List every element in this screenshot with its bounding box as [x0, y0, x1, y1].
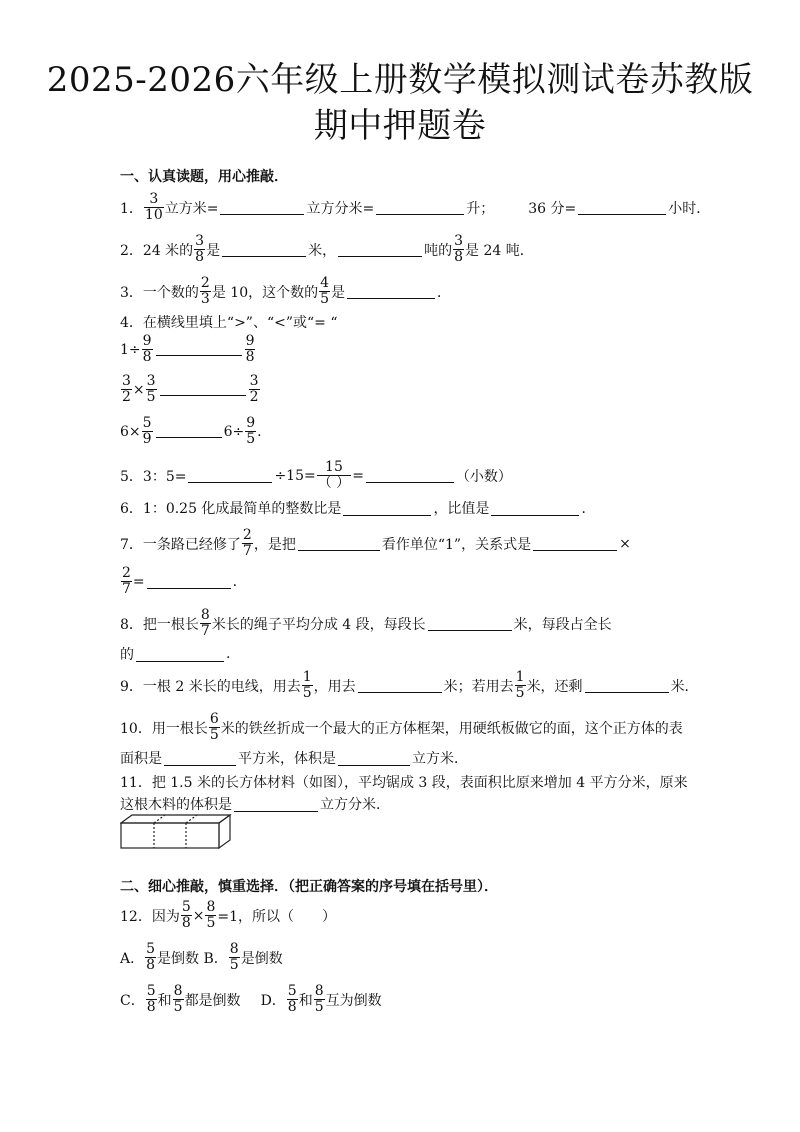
- q8-blank-1[interactable]: [428, 616, 512, 631]
- section-1-heading: 一、认真读题，用心推敲．: [120, 169, 288, 185]
- q10-text: 立方米．: [412, 751, 468, 767]
- q2-text: 米，: [308, 242, 337, 259]
- q10-text: 平方米，体积是: [238, 751, 336, 767]
- q9-fraction-2: $\frac{1}{5}$: [515, 669, 525, 701]
- q12-fraction: $\frac{5}{8}$: [181, 899, 191, 931]
- q7-text: =: [132, 573, 145, 590]
- q5-fraction: $\frac{15}{( )}$: [317, 459, 351, 491]
- q3-fraction: $\frac{2}{3}$: [200, 275, 210, 307]
- q4-r1-text: 1÷: [120, 341, 141, 358]
- q4-r1-fraction: $\frac{9}{8}$: [142, 333, 152, 365]
- cut-line-2-top: [186, 815, 197, 823]
- q11-blank[interactable]: [234, 797, 318, 812]
- q12-operator: ×: [192, 907, 205, 924]
- cuboid-front-face: [121, 823, 219, 848]
- q8-text: 米，每段占全长: [513, 616, 612, 633]
- question-8-cont: [120, 644, 230, 664]
- q1-text: 36 分=: [528, 200, 577, 217]
- q3-fraction-2: $\frac{4}{5}$: [320, 275, 330, 307]
- q4-r2-fraction: $\frac{3}{2}$: [122, 373, 131, 405]
- option-c-fraction: $\frac{5}{8}$: [146, 983, 156, 1015]
- q4-r3-compare-blank[interactable]: [156, 425, 222, 438]
- q3-text: 是: [331, 284, 346, 301]
- option-a-label: A．: [120, 950, 145, 967]
- q1-blank-1[interactable]: [220, 200, 304, 215]
- q6-text: ．: [581, 501, 596, 517]
- q4-r2-operator: ×: [132, 381, 145, 398]
- q7-text: .: [232, 573, 238, 590]
- question-1: [120, 192, 710, 223]
- q2-text: 是: [206, 242, 221, 259]
- q9-fraction: $\frac{1}{5}$: [302, 669, 312, 701]
- q7-text: 看作单位“1”，关系式是: [381, 536, 532, 553]
- q2-fraction: $\frac{3}{8}$: [195, 233, 205, 265]
- q10-text: 面积是: [120, 751, 162, 767]
- q6-number: 6．1：0.25 化成最简单的整数比是: [120, 501, 342, 517]
- q4-row-1: [120, 334, 256, 365]
- q6-text: ，比值是: [433, 501, 490, 517]
- q9-number: 9．一根 2 米长的电线，用去: [120, 678, 301, 695]
- option-a-text: 是倒数 B．: [157, 950, 228, 967]
- question-3: [120, 276, 451, 307]
- q9-blank-2[interactable]: [585, 678, 669, 693]
- q3-blank[interactable]: [347, 284, 435, 299]
- q8-text: 米长的绳子平均分成 4 段，每段长: [211, 616, 426, 633]
- q1-blank-3[interactable]: [578, 200, 666, 215]
- option-c-label: C．: [120, 992, 145, 1009]
- q3-text: 是 10，这个数的: [211, 284, 319, 301]
- q1-text: 立方米=: [164, 200, 219, 217]
- question-10-cont: [120, 748, 468, 768]
- q3-text: ．: [437, 284, 452, 301]
- q5-blank-2[interactable]: [366, 468, 454, 483]
- q7-fraction: $\frac{2}{7}$: [242, 527, 252, 559]
- section-2-heading: 二、细心推敲，慎重选择．（把正确答案的序号填在括号里）．: [120, 879, 498, 895]
- q8-number: 8．把一根长: [120, 616, 199, 633]
- question-10: [120, 712, 683, 743]
- cut-line-1-top: [154, 815, 165, 823]
- q7-text: ，是把: [253, 536, 296, 553]
- option-d-label: D．: [260, 992, 286, 1009]
- q8-blank-2[interactable]: [136, 647, 224, 662]
- q7-text: ×: [619, 535, 631, 552]
- q12-option-a-b[interactable]: [120, 942, 283, 973]
- q7-blank-3[interactable]: [147, 574, 231, 589]
- q2-blank-1[interactable]: [222, 242, 306, 257]
- q3-number: 3．一个数的: [120, 284, 199, 301]
- question-9: [120, 670, 699, 701]
- option-b-text: 是倒数: [240, 950, 283, 967]
- q1-blank-2[interactable]: [376, 200, 464, 215]
- option-d-text: 和: [298, 992, 313, 1009]
- q6-blank-1[interactable]: [343, 501, 431, 516]
- q5-text: ÷15=: [274, 467, 316, 484]
- question-7: [120, 528, 631, 559]
- cuboid-figure: [120, 814, 232, 850]
- option-c-text: 都是倒数: [184, 992, 241, 1009]
- q12-number: 12．因为: [120, 908, 180, 925]
- q1-text: 升；: [466, 200, 495, 217]
- question-4: 4．在横线里填上“>”、“<”或“= “: [120, 315, 338, 331]
- q2-blank-2[interactable]: [338, 242, 422, 257]
- q4-r2-fraction-2: $\frac{3}{5}$: [146, 373, 156, 405]
- option-c-text: 和: [157, 992, 172, 1009]
- q2-text: 是 24 吨．: [465, 242, 534, 259]
- q1-fraction: $\frac{3}{10}$: [144, 191, 163, 223]
- q9-text: ，用去: [313, 678, 356, 695]
- question-12: [120, 900, 336, 931]
- q10-number: 10．用一根长: [120, 720, 208, 737]
- option-d-fraction: $\frac{5}{8}$: [287, 983, 297, 1015]
- q1-number: 1．: [120, 200, 143, 217]
- question-2: [120, 234, 534, 265]
- q4-r1-fraction-2: $\frac{9}{8}$: [245, 333, 255, 365]
- q8-text: .: [226, 646, 231, 662]
- q5-number: 5．3：5=: [120, 468, 187, 485]
- q7-number: 7．一条路已经修了: [120, 536, 241, 553]
- q5-text: （小数）: [455, 468, 512, 485]
- q9-text: 米；若用去: [443, 678, 514, 695]
- option-c-fraction-2: $\frac{8}{5}$: [173, 983, 183, 1015]
- option-d-text: 互为倒数: [325, 992, 382, 1009]
- q8-text: 的: [120, 647, 134, 663]
- q4-r2-compare-blank[interactable]: [160, 383, 246, 396]
- q10-blank-2[interactable]: [338, 751, 410, 766]
- q5-text: =: [352, 467, 364, 484]
- q4-r3-fraction-2: $\frac{9}{5}$: [246, 415, 256, 447]
- q4-r3-text: .: [257, 423, 262, 440]
- cuboid-side-face: [219, 815, 230, 848]
- q12-text: =1，所以（ ）: [217, 908, 337, 925]
- q1-text: 立方分米=: [306, 200, 375, 217]
- q4-r3-fraction: $\frac{5}{9}$: [142, 415, 152, 447]
- q2-number: 2．24 米的: [120, 242, 194, 259]
- document-title: 2025-2026六年级上册数学模拟测试卷苏教版: [46, 60, 754, 100]
- q12-fraction-2: $\frac{8}{5}$: [206, 899, 216, 931]
- q6-blank-2[interactable]: [491, 501, 579, 516]
- q1-text: 小时．: [668, 200, 711, 217]
- q10-fraction: $\frac{6}{5}$: [209, 711, 219, 743]
- q11-text: 这根木料的体积是: [120, 797, 232, 813]
- q12-option-c-d[interactable]: [120, 984, 382, 1015]
- q4-r1-compare-blank[interactable]: [156, 343, 242, 356]
- option-b-fraction: $\frac{8}{5}$: [229, 941, 239, 973]
- q4-r3-text: 6÷: [223, 423, 245, 440]
- q4-r3-text: 6×: [120, 423, 141, 440]
- q10-text: 米的铁丝折成一个最大的正方体框架，用硬纸板做它的面，这个正方体的表: [220, 720, 683, 737]
- cuboid-top-face: [121, 815, 230, 823]
- question-6: [120, 498, 595, 518]
- q4-row-3: [120, 416, 262, 447]
- q2-text: 吨的: [424, 242, 453, 259]
- q11-text: 立方分米．: [320, 797, 390, 813]
- q4-r2-fraction-3: $\frac{3}{2}$: [249, 373, 259, 405]
- q7-blank-1[interactable]: [298, 536, 380, 551]
- question-8: [120, 608, 612, 639]
- document-subtitle: 期中押题卷: [313, 106, 487, 146]
- q10-blank-1[interactable]: [164, 751, 236, 766]
- q7-fraction-2: $\frac{2}{7}$: [122, 565, 131, 597]
- question-7-cont: [120, 566, 237, 597]
- question-5: [120, 460, 512, 491]
- option-a-fraction: $\frac{5}{8}$: [146, 941, 156, 973]
- question-11-cont: [120, 794, 390, 814]
- option-d-fraction-2: $\frac{8}{5}$: [314, 983, 324, 1015]
- q7-blank-2[interactable]: [533, 536, 617, 551]
- q9-text: 米．: [670, 678, 699, 695]
- q4-row-2: [120, 374, 261, 405]
- q5-blank-1[interactable]: [188, 468, 272, 483]
- q2-fraction-2: $\frac{3}{8}$: [454, 233, 464, 265]
- q8-fraction: $\frac{8}{7}$: [200, 607, 210, 639]
- q9-text: 米，还剩: [526, 678, 583, 695]
- question-11: 11．把 1.5 米的长方体材料（如图），平均锯成 3 段，表面积比原来增加 4 平方分米，原来: [120, 775, 688, 791]
- q9-blank-1[interactable]: [358, 678, 442, 693]
